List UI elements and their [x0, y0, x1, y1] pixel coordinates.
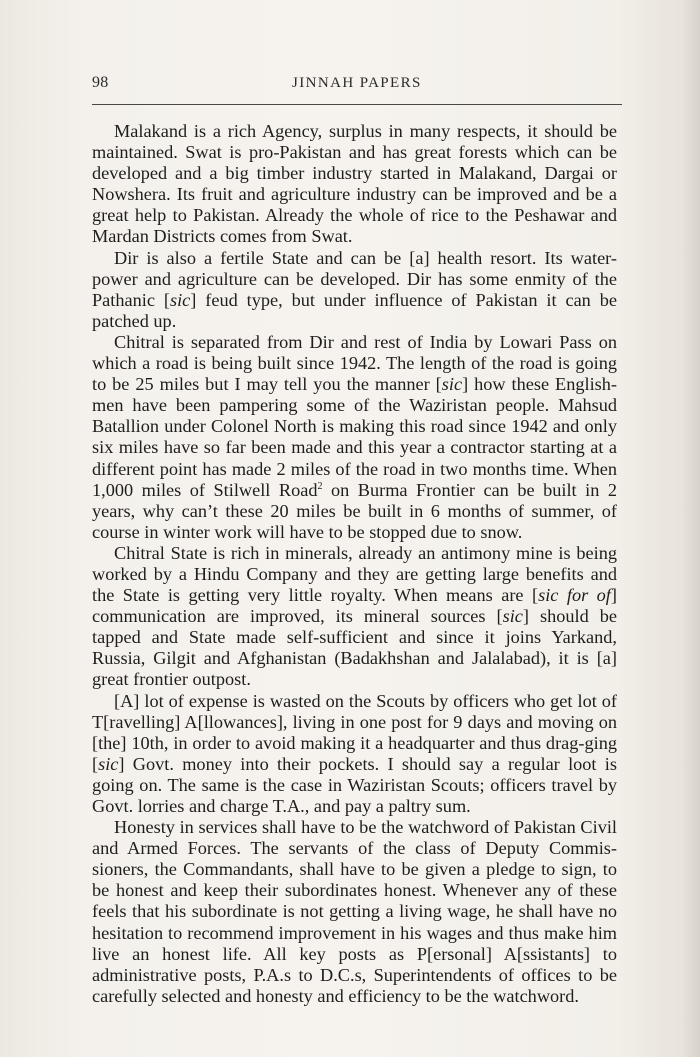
- paragraph-5: [92, 691, 617, 818]
- paragraph-3: [92, 332, 617, 543]
- header-rule: [92, 104, 622, 105]
- paragraph-1: [92, 121, 617, 248]
- footnote-marker: 2: [317, 480, 323, 492]
- paragraph-text: Chitral is separated from Dir and rest of India by Lowari Pass on which a road is being built since 1942. The length of the road is going to be 25 miles but I may tell you the manner [: [92, 331, 617, 395]
- page-edge-shadow: [682, 0, 700, 1057]
- paragraph-6: [92, 817, 617, 1007]
- paragraph-text: Chitral State is rich in minerals, already an antimony mine is being worked by a Hindu Company and they are getting large benefits and the State is getting very little royalty. When means are [: [92, 542, 617, 606]
- paragraph-4: [92, 543, 617, 691]
- body-text: [92, 121, 617, 1007]
- italic-note: sic for of: [538, 585, 611, 606]
- paragraph-text: ] how these English-men have been pampering some of the Waziristan people. Mahsud Batallion under Colonel North is making this road since 1942 and only six miles have so far been made and this year a contractor starting at a different point has made 2 miles of the road in two months time. When 1,000 miles of Stilwell Road: [92, 374, 617, 500]
- paragraph-text: [A] lot of expense is wasted on the Scouts by officers who get lot of T[ravelling] A[llowances], living in one post for 9 days and moving on [the] 10th, in order to avoid making it a headquarter and thus drag-ging [: [92, 690, 617, 774]
- paragraph-text: ] communication are improved, its mineral sources [: [92, 585, 617, 627]
- paragraph-text: Honesty in services shall have to be the watchword of Pakistan Civil and Armed Forces. The servants of the class of Deputy Commis-sioners, the Commandants, shall have to be given a pledge to sign, to be honest and keep their subordinates honest. Whenever any of these feels that his subordinate is not getting a living wage, he shall have no hesitation to recommend improvement in his wages and thus make him live an honest life. All key posts as P[ersonal] A[ssistants] to administrative posts, P.A.s to D.C.s, Superintendents of offices to be carefully selected and honesty and efficiency to be the watchword.: [92, 817, 617, 1006]
- paragraph-text: ] Govt. money into their pockets. I should say a regular loot is going on. The same is the case in Waziristan Scouts; officers travel by Govt. lorries and charge T.A., and pay a paltry sum.: [92, 753, 617, 816]
- paragraph-text: Malakand is a rich Agency, surplus in many respects, it should be maintained. Swat is pro-Pakistan and has great forests which can be developed and a big timber industry started in Malakand, Dargai or Nowshera. Its fruit and agriculture industry can be improved and be a great help to Pakistan. Already the whole of rice to the Peshawar and Mardan Districts comes from Swat.: [92, 121, 617, 247]
- book-title: JINNAH PAPERS: [292, 75, 422, 91]
- italic-note: sic: [441, 374, 463, 395]
- italic-note: sic: [98, 753, 119, 774]
- paragraph-2: [92, 248, 617, 332]
- paragraph-text: Dir is also a fertile State and can be [a] health resort. Its water-power and agriculture can be developed. Dir has some enmity of the Pathanic [: [92, 247, 617, 310]
- paragraph-text: ] should be tapped and State made self-sufficient and since it joins Yarkand, Russia, Gilgit and Afghanistan (Badakhshan and Jalalabad), it is [a] great frontier outpost.: [92, 606, 617, 690]
- italic-note: sic: [169, 289, 191, 310]
- running-head: [92, 74, 624, 96]
- page-number: 98: [92, 74, 109, 91]
- paragraph-text: ] feud type, but under influence of Pakistan it can be patched up.: [92, 289, 617, 331]
- italic-note: sic: [502, 606, 523, 627]
- paragraph-text: on Burma Frontier can be built in 2 years, why can’t these 20 miles be built in 6 months of summer, of course in winter work will have to be stopped due to snow.: [92, 479, 618, 542]
